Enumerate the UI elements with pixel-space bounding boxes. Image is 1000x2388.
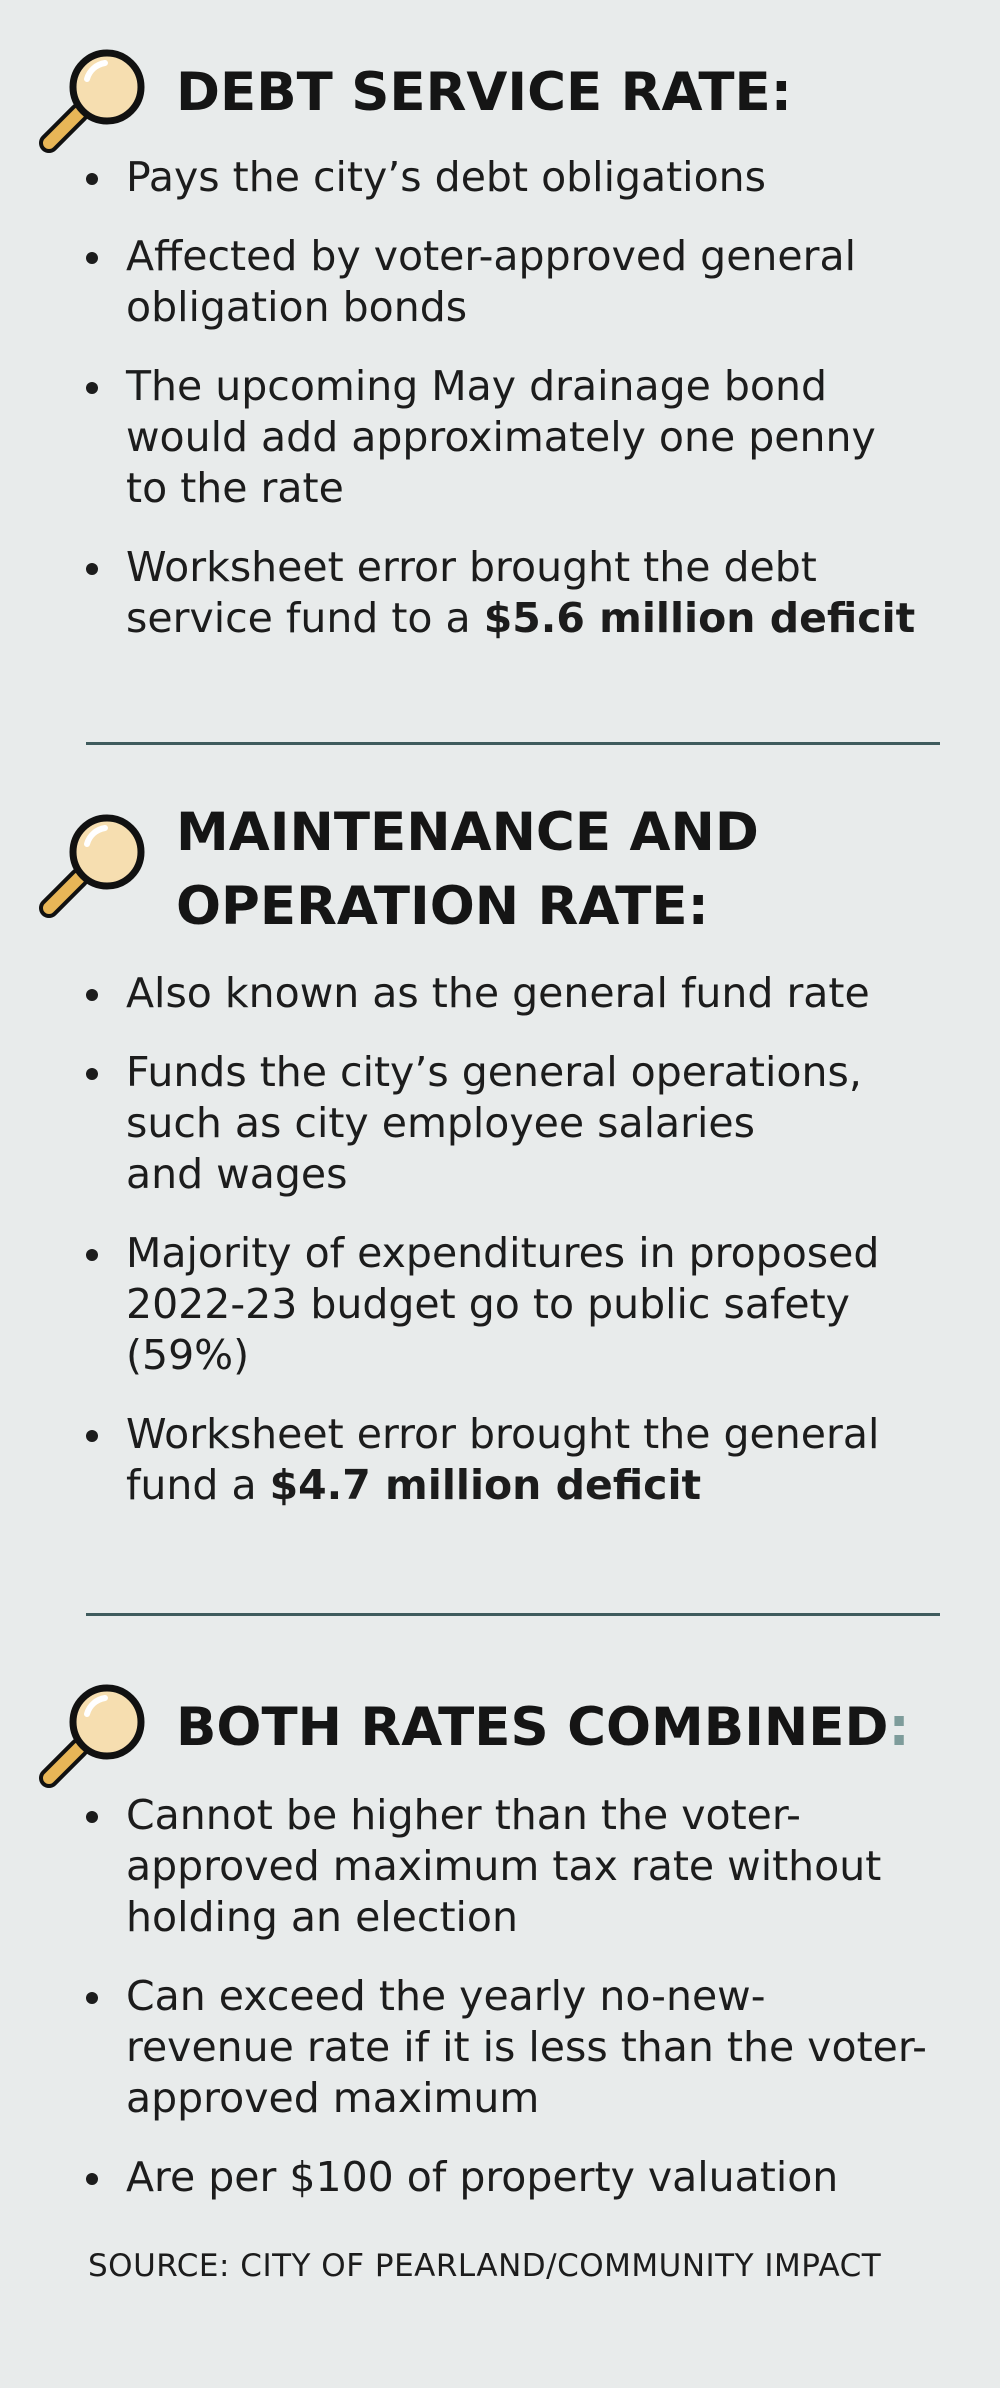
- magnifying-glass-icon: [35, 1680, 155, 1790]
- list-item: Majority of expenditures in proposed 2022-23 budget go to public safety (59%): [0, 1228, 1000, 1381]
- bullet-dot: [86, 252, 98, 264]
- bullet-dot: [86, 563, 98, 575]
- bullet-dot: [86, 382, 98, 394]
- bullet-dot: [86, 2173, 98, 2185]
- list-item: Can exceed the yearly no-new- revenue rate if it is less than the voter- approved maximum: [0, 1971, 1000, 2124]
- deficit-amount: $5.6 million deficit: [483, 594, 916, 642]
- bullet-dot: [86, 1068, 98, 1080]
- both-rates-heading-colon: :: [888, 1697, 910, 1758]
- bullet-dot: [86, 1992, 98, 2004]
- bullet-dot: [86, 1249, 98, 1261]
- both-rates-list: [0, 1790, 1000, 2231]
- debt-service-heading: DEBT SERVICE RATE:: [176, 62, 792, 123]
- list-item: Funds the city’s general operations, such as city employee salaries and wages: [0, 1047, 1000, 1200]
- list-item: The upcoming May drainage bond would add approximately one penny to the rate: [0, 361, 1000, 514]
- deficit-amount: $4.7 million deficit: [269, 1461, 702, 1509]
- section-divider: [86, 742, 940, 745]
- bullet-dot: [86, 173, 98, 185]
- list-item: Also known as the general fund rate: [0, 968, 1000, 1019]
- list-item: Worksheet error brought the general fund a $4.7 million deficit: [0, 1409, 1000, 1511]
- maintenance-list: [0, 968, 1000, 1539]
- both-rates-heading-text: BOTH RATES COMBINED: [176, 1697, 889, 1758]
- magnifying-glass-icon: [35, 810, 155, 920]
- list-item: Affected by voter-approved general obligation bonds: [0, 231, 1000, 333]
- source-credit: SOURCE: CITY OF PEARLAND/COMMUNITY IMPACT: [88, 2248, 882, 2284]
- bullet-dot: [86, 1811, 98, 1823]
- debt-service-list: [0, 152, 1000, 672]
- list-item: Are per $100 of property valuation: [0, 2152, 1000, 2203]
- maintenance-heading-line2: OPERATION RATE:: [176, 876, 709, 937]
- maintenance-heading-line1: MAINTENANCE AND: [176, 802, 759, 863]
- list-item: Worksheet error brought the debt service fund to a $5.6 million deficit: [0, 542, 1000, 644]
- list-item: Pays the city’s debt obligations: [0, 152, 1000, 203]
- bullet-dot: [86, 989, 98, 1001]
- magnifying-glass-icon: [35, 45, 155, 155]
- bullet-dot: [86, 1430, 98, 1442]
- list-item: Cannot be higher than the voter- approved maximum tax rate without holding an election: [0, 1790, 1000, 1943]
- both-rates-heading: [176, 1695, 976, 1761]
- section-divider: [86, 1613, 940, 1616]
